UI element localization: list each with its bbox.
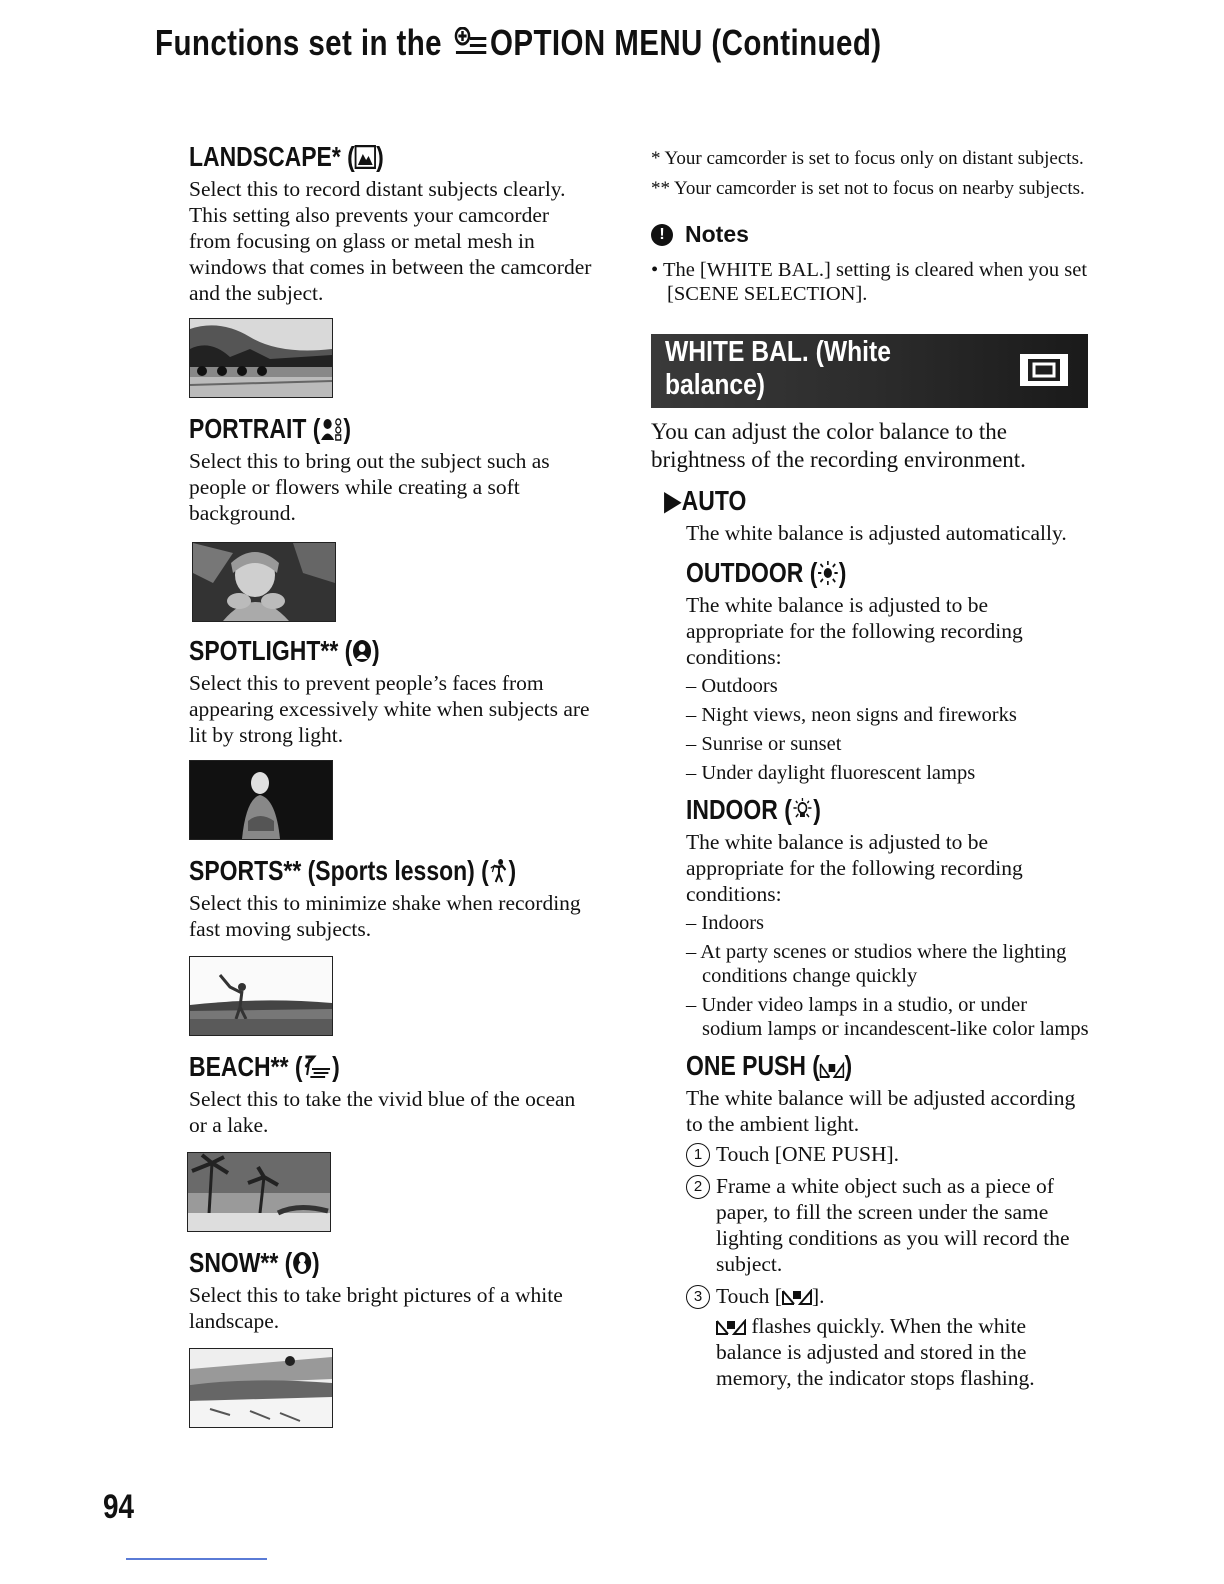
bulb-icon bbox=[792, 796, 813, 830]
white-balance-icon bbox=[1018, 350, 1070, 390]
portrait-sample-image bbox=[192, 542, 336, 622]
section-snow: SNOW** ( ) Select this to take bright pictures of a white landscape. bbox=[189, 1246, 594, 1428]
notes-title: Notes bbox=[685, 221, 749, 247]
page-title bbox=[155, 22, 1041, 66]
title-suffix: OPTION MENU (Continued) bbox=[489, 22, 882, 63]
section-sports: SPORTS** (Sports lesson) ( ) Select this to minimize shake when recording fast moving subjects. bbox=[189, 854, 594, 1036]
landscape-title: LANDSCAPE* ( bbox=[189, 141, 355, 172]
step-number: 3 bbox=[686, 1285, 710, 1309]
left-column bbox=[189, 140, 594, 1428]
list-item: – Under daylight fluorescent lamps bbox=[686, 762, 976, 784]
indoor-description: The white balance is adjusted to be appropriate for the following recording conditions: bbox=[686, 830, 1023, 906]
list-item: – Indoors bbox=[686, 912, 765, 934]
onepush-step-1: 1 Touch [ONE PUSH]. bbox=[686, 1141, 1089, 1167]
banner-title-line2: balance) bbox=[665, 369, 766, 401]
step-number: 2 bbox=[686, 1175, 710, 1199]
section-auto bbox=[664, 484, 1089, 518]
outdoor-conditions-list bbox=[686, 674, 1089, 785]
footnote-nearby: ** Your camcorder is set not to focus on nearby subjects. bbox=[651, 178, 1085, 199]
portrait-icon bbox=[320, 415, 343, 449]
landscape-sample-image bbox=[189, 318, 333, 398]
sports-title: SPORTS** (Sports lesson) ( bbox=[189, 855, 489, 886]
onepush-step-3: 3 Touch [ ]. bbox=[686, 1283, 1089, 1309]
page-number: 94 bbox=[103, 1488, 135, 1526]
portrait-title: PORTRAIT ( bbox=[189, 413, 321, 444]
indoor-title: INDOOR ( bbox=[686, 794, 792, 825]
title-prefix: Functions set in the bbox=[155, 22, 443, 63]
one-push-icon bbox=[716, 1314, 746, 1338]
landscape-description: Select this to record distant subjects clearly. This setting also prevents your camcorder from focusing on glass or metal mesh in windows that comes in between the camcorder and the subject. bbox=[189, 177, 592, 305]
right-column: * Your camcorder is set to focus only on distant subjects. ** Your camcorder is set not to focus on nearby subjects. ! Notes • The [WHITE BAL.] setting is cleared when you set [SCENE SELECTION]. WHITE BAL. (White balance) You can adjust the color balance to the brightness of the recording environment. ▶AUTO The white balance is adjusted automatically. OUTDOOR ( ) The white balance is adjusted to be appropriate for the following recording conditions: – Outdoors – Night views, neon signs and fireworks – Sunrise or sunset – Under daylight fluorescent lamps INDOOR ( ) The white balance is adjusted to be appropriate for the following recording conditions: – Indoors – At party scenes or studios where the lighting conditions change quickly – Under video lamps in a studio, or under sodium lamps or incandescent-like color lamps ONE PUSH ( ) The white balance will be adjusted according to the ambient light. 1 Touch [ONE PUSH]. 2 Frame a white object such as a piece of paper, to fill the screen under the same lighting conditions as you will record the subject. 3 Touch [ ]. flashes quickly. When the white balance is adjusted and stored in the memory, the indicator stops flashing. bbox=[651, 148, 1089, 1390]
banner-title-line1: WHITE BAL. (White bbox=[665, 336, 891, 368]
default-arrow-icon: ▶ bbox=[664, 485, 682, 516]
portrait-description: Select this to bring out the subject such as people or flowers while creating a soft background. bbox=[189, 449, 550, 525]
landscape-icon bbox=[355, 143, 376, 177]
spotlight-title: SPOTLIGHT** ( bbox=[189, 635, 353, 666]
onepush-step-3-detail: flashes quickly. When the white balance is adjusted and stored in the memory, the indicator stops flashing. bbox=[716, 1314, 1035, 1390]
spotlight-sample-image bbox=[189, 760, 333, 840]
step-number: 1 bbox=[686, 1143, 710, 1167]
snow-title: SNOW** ( bbox=[189, 1247, 293, 1278]
list-item: – At party scenes or studios where the lighting conditions change quickly bbox=[686, 941, 1067, 987]
section-portrait: PORTRAIT ( ) Select this to bring out the subject such as people or flowers while creating a soft background. bbox=[189, 412, 594, 622]
sports-description: Select this to minimize shake when recording fast moving subjects. bbox=[189, 891, 581, 941]
auto-description: The white balance is adjusted automatically. bbox=[686, 521, 1067, 545]
section-landscape: LANDSCAPE* ( ) Select this to record distant subjects clearly. This setting also prevents your camcorder from focusing on glass or metal mesh in windows that comes in between the camcorder and the subject. bbox=[189, 140, 594, 398]
note-item: • The [WHITE BAL.] setting is cleared when you set [SCENE SELECTION]. bbox=[651, 259, 1088, 305]
snow-sample-image bbox=[189, 1348, 333, 1428]
beach-description: Select this to take the vivid blue of the ocean or a lake. bbox=[189, 1087, 576, 1137]
beach-sample-image bbox=[187, 1152, 331, 1232]
one-push-icon bbox=[782, 1284, 812, 1308]
white-balance-banner bbox=[651, 334, 1088, 408]
indoor-conditions-list bbox=[686, 911, 1089, 1041]
list-item: – Under video lamps in a studio, or under sodium lamps or incandescent-like color lamps bbox=[686, 994, 1089, 1040]
list-item: – Night views, neon signs and fireworks bbox=[686, 704, 1017, 726]
snow-icon bbox=[292, 1249, 312, 1283]
onepush-step-2: 2 Frame a white object such as a piece of paper, to fill the screen under the same lighting conditions as you will record the subject. bbox=[686, 1173, 1089, 1277]
section-beach: BEACH** ( ) Select this to take the vivid blue of the ocean or a lake. bbox=[189, 1050, 594, 1232]
sports-icon bbox=[489, 857, 509, 891]
outdoor-description: The white balance is adjusted to be appropriate for the following recording conditions: bbox=[686, 593, 1023, 669]
outdoor-title: OUTDOOR ( bbox=[686, 557, 818, 588]
sports-sample-image bbox=[189, 956, 333, 1036]
notes-icon: ! bbox=[651, 224, 673, 246]
snow-description: Select this to take bright pictures of a white landscape. bbox=[189, 1283, 563, 1333]
option-menu-icon bbox=[454, 24, 487, 66]
spotlight-description: Select this to prevent people’s faces from appearing excessively white when subjects are lit by strong light. bbox=[189, 671, 590, 747]
beach-icon bbox=[303, 1053, 333, 1087]
sun-icon bbox=[817, 559, 838, 593]
white-balance-intro: You can adjust the color balance to the brightness of the recording environment. bbox=[651, 419, 1026, 472]
onepush-description: The white balance will be adjusted according to the ambient light. bbox=[686, 1086, 1076, 1136]
list-item: – Outdoors bbox=[686, 675, 778, 697]
auto-title: AUTO bbox=[681, 485, 747, 516]
notes-heading bbox=[651, 221, 1089, 248]
one-push-icon bbox=[820, 1052, 845, 1086]
section-spotlight: SPOTLIGHT** ( ) Select this to prevent people’s faces from appearing excessively white when subjects are lit by strong light. bbox=[189, 634, 594, 840]
list-item: – Sunrise or sunset bbox=[686, 733, 842, 755]
footnote-distant: * Your camcorder is set to focus only on distant subjects. bbox=[651, 148, 1084, 169]
beach-title: BEACH** ( bbox=[189, 1051, 303, 1082]
bottom-rule bbox=[126, 1558, 267, 1560]
onepush-title: ONE PUSH ( bbox=[686, 1050, 820, 1081]
spotlight-icon bbox=[352, 637, 372, 671]
